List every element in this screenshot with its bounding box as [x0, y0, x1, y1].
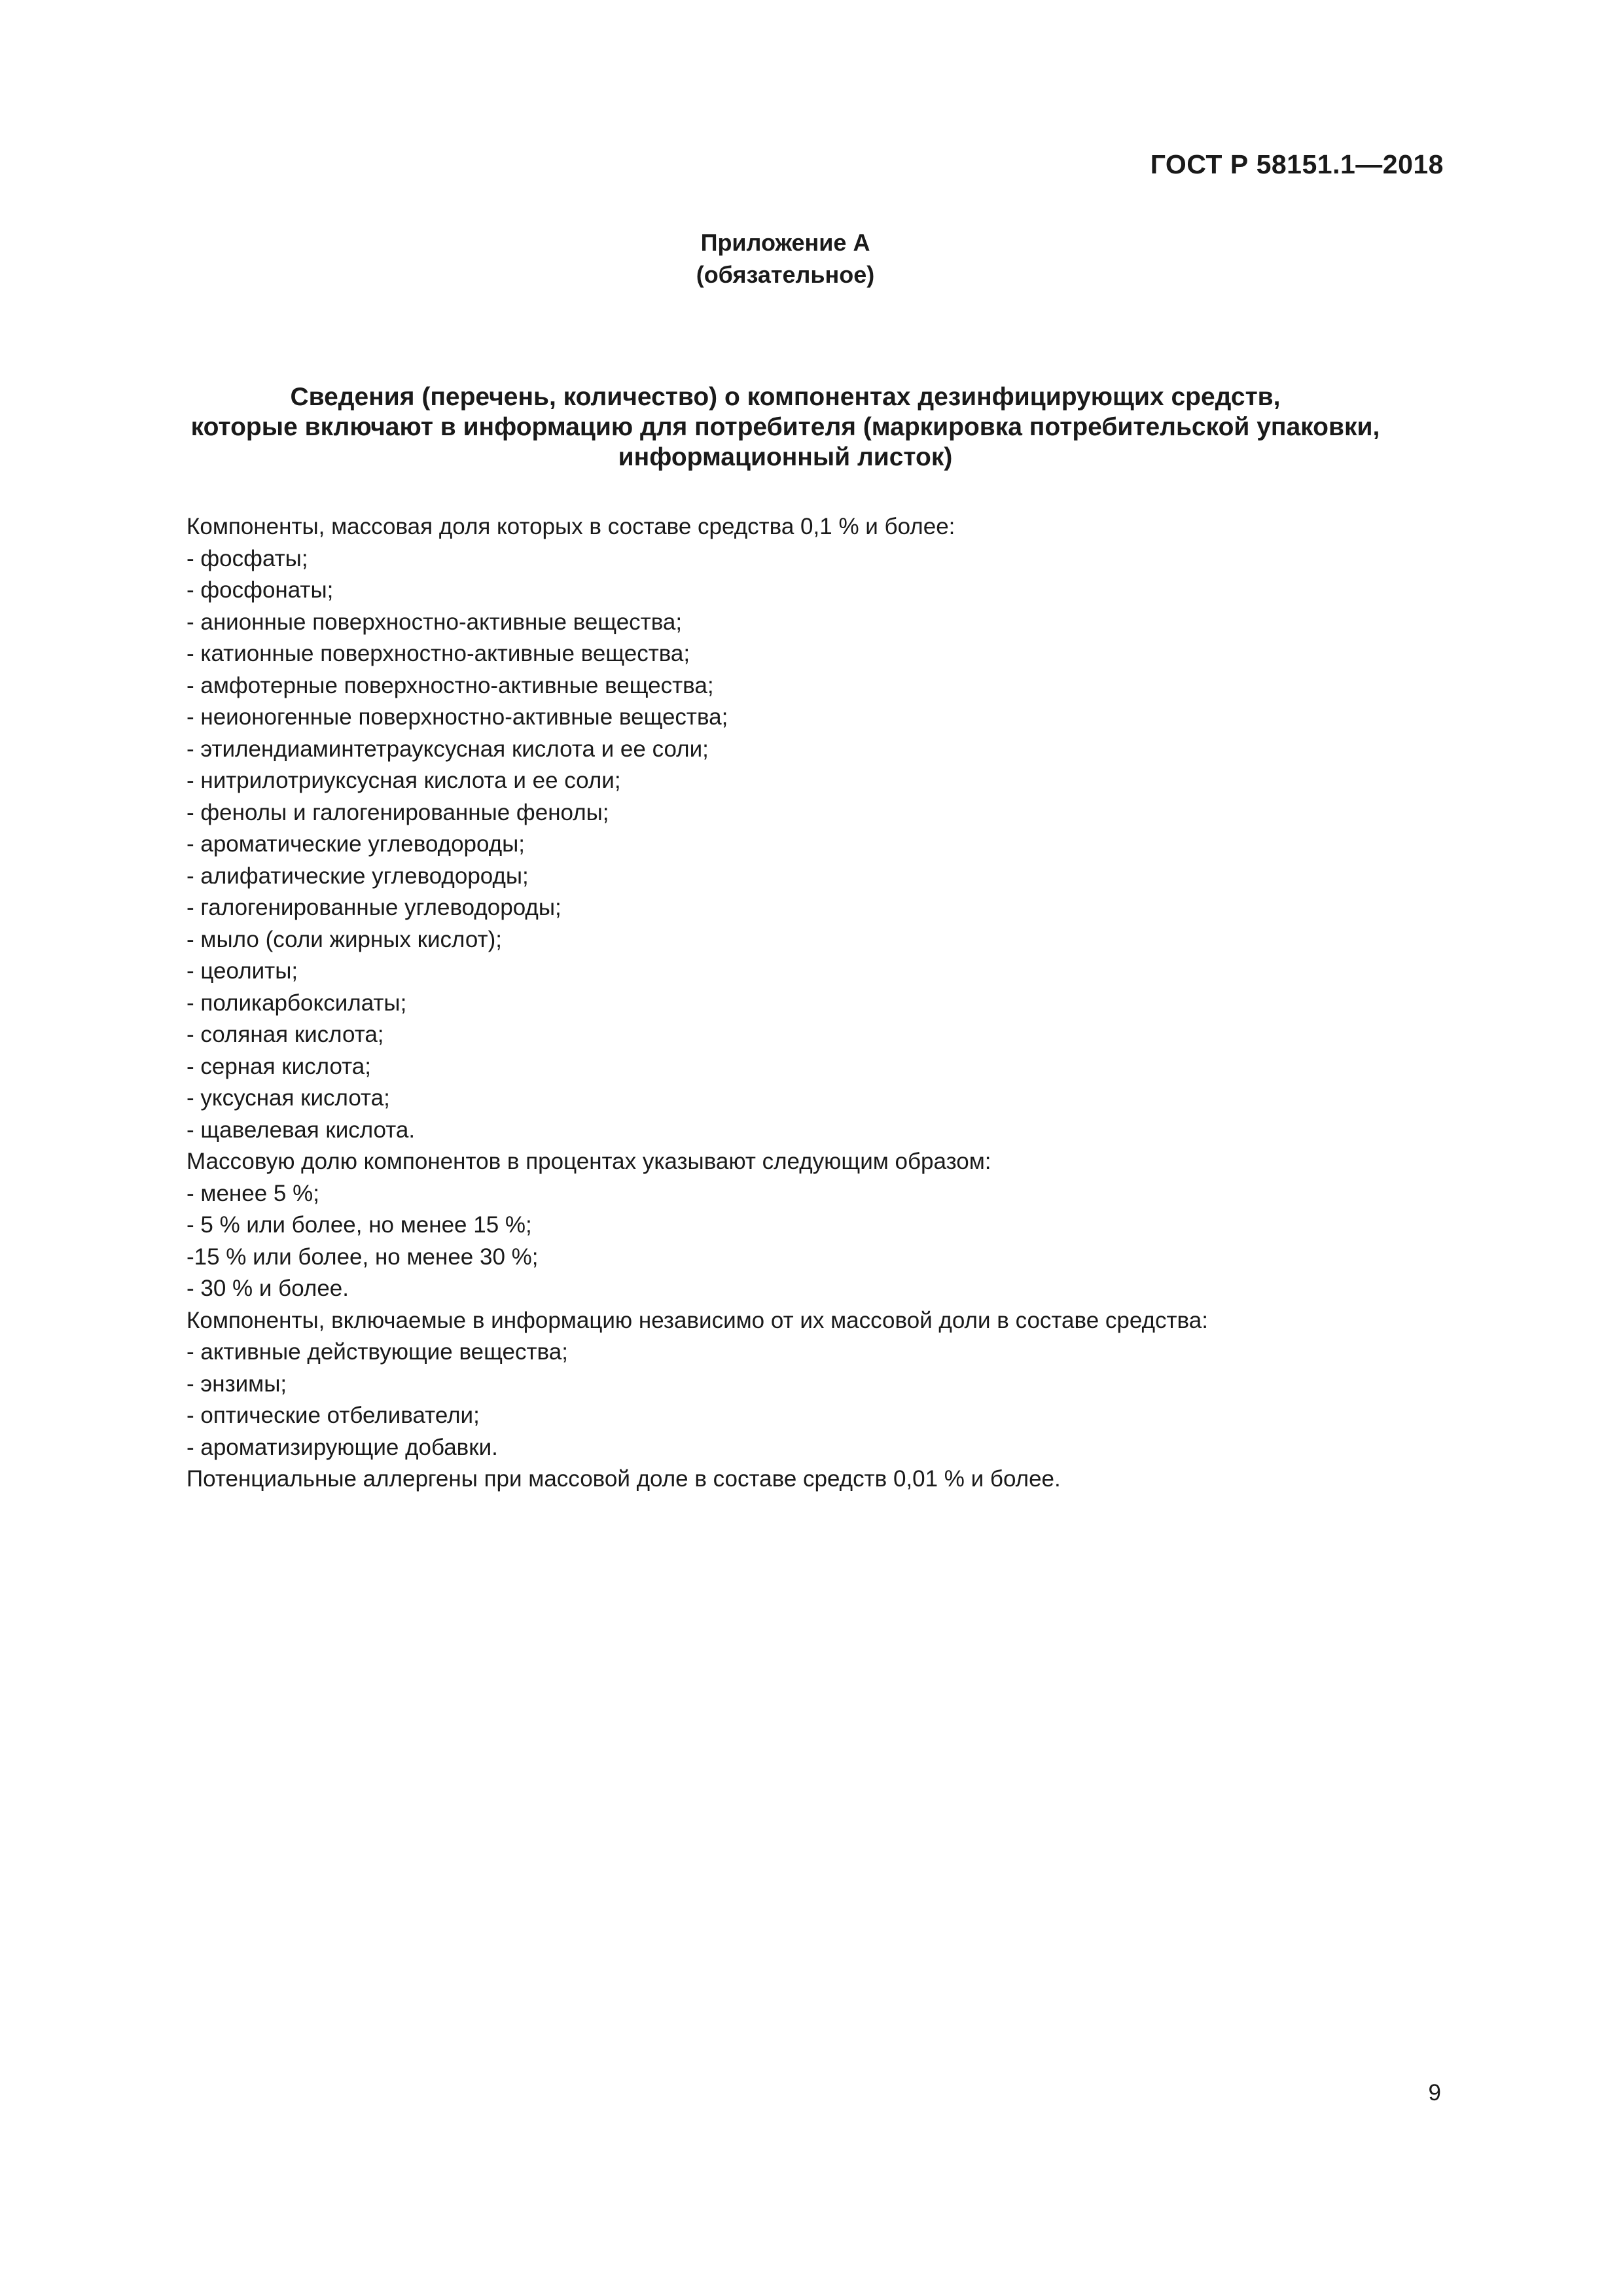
list-item: - уксусная кислота;	[187, 1085, 390, 1111]
list-item: - щавелевая кислота.	[187, 1117, 416, 1143]
list-item: - серная кислота;	[187, 1053, 371, 1079]
list-item: - амфотерные поверхностно-активные вещества;	[187, 672, 714, 698]
intro-paragraph: Компоненты, массовая доля которых в составе средства 0,1 % и более:	[187, 514, 955, 539]
list-item: - цеолиты;	[187, 958, 298, 984]
list-item: - активные действующие вещества;	[187, 1339, 568, 1365]
title-line: Сведения (перечень, количество) о компонентах дезинфицирующих средств,	[290, 383, 1281, 411]
list-item: - поликарбоксилаты;	[187, 990, 407, 1016]
list-item: - энзимы;	[187, 1371, 287, 1397]
list-item: - катионные поверхностно-активные вещества;	[187, 641, 690, 666]
list-item: - ароматические углеводороды;	[187, 831, 526, 857]
list-item: - этилендиаминтетрауксусная кислота и ее соли;	[187, 736, 709, 762]
list-item: - соляная кислота;	[187, 1022, 384, 1047]
list-item: - ароматизирующие добавки.	[187, 1434, 498, 1460]
list-item: - мыло (соли жирных кислот);	[187, 926, 502, 952]
list-item: - галогенированные углеводороды;	[187, 895, 562, 920]
list-item: - 5 % или более, но менее 15 %;	[187, 1212, 532, 1238]
appendix-heading	[0, 226, 1571, 291]
list-item: - 30 % и более.	[187, 1276, 349, 1301]
document-code: ГОСТ Р 58151.1—2018	[1150, 149, 1444, 179]
appendix-label: Приложение А	[700, 229, 870, 256]
list-item: - нитрилотриуксусная кислота и ее соли;	[187, 768, 621, 793]
list-item: - анионные поверхностно-активные вещества;	[187, 609, 683, 635]
appendix-status: (обязательное)	[696, 261, 875, 288]
title-line: которые включают в информацию для потребителя (маркировка потребительской упаковки,	[190, 413, 1380, 441]
list-item: - фосфаты;	[187, 545, 308, 571]
list-item: - фенолы и галогенированные фенолы;	[187, 799, 609, 825]
paragraph: Массовую долю компонентов в процентах указывают следующим образом:	[187, 1149, 991, 1174]
list-item: - фосфонаты;	[187, 577, 334, 603]
body-text	[187, 511, 1430, 1496]
list-item: - менее 5 %;	[187, 1180, 319, 1206]
list-item: - алифатические углеводороды;	[187, 863, 529, 889]
paragraph: Компоненты, включаемые в информацию независимо от их массовой доли в составе средства:	[187, 1307, 1208, 1333]
list-item: -15 % или более, но менее 30 %;	[187, 1244, 539, 1270]
title-line: информационный листок)	[618, 443, 953, 471]
paragraph: Потенциальные аллергены при массовой доле в составе средств 0,01 % и более.	[187, 1466, 1061, 1492]
list-item: - неионогенные поверхностно-активные вещества;	[187, 704, 728, 730]
section-title	[0, 382, 1571, 473]
list-item: - оптические отбеливатели;	[187, 1403, 480, 1428]
page-number: 9	[1428, 2080, 1441, 2106]
